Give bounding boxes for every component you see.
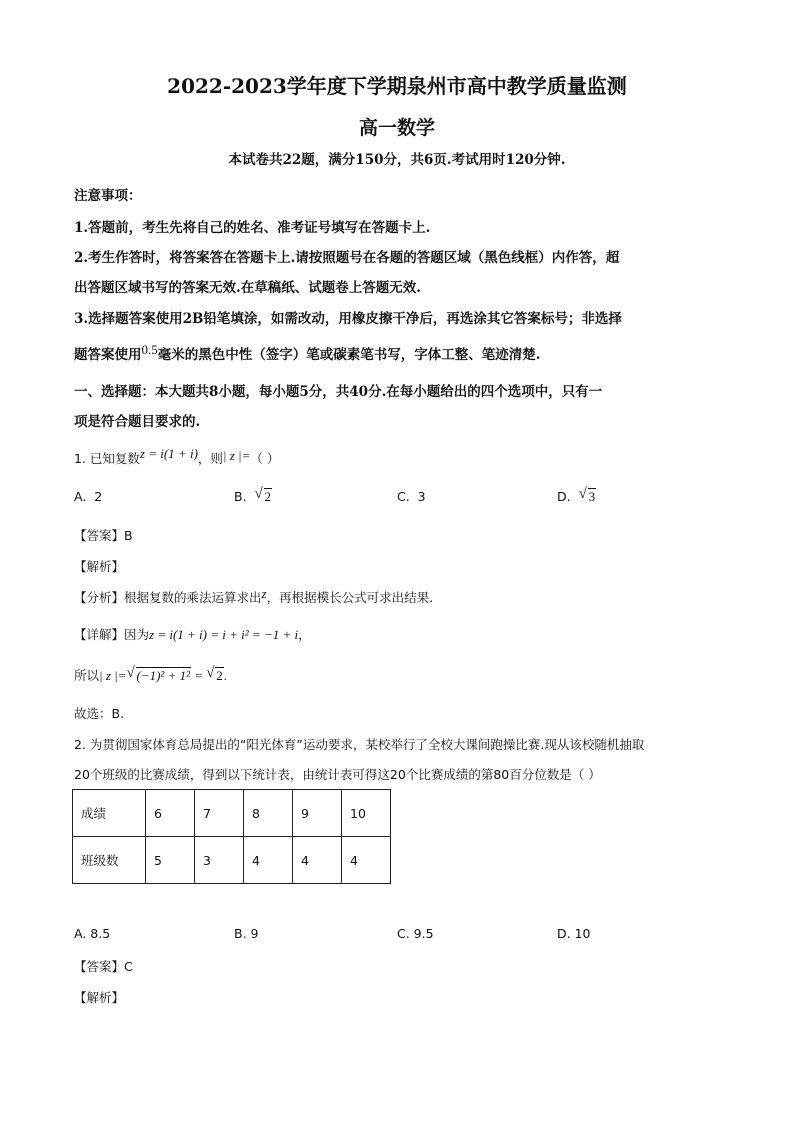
q2-analysis-label: 【解析】 [74,990,125,1005]
table-cell: 6 [146,790,195,837]
exam-title: 2022-2023学年度下学期泉州市高中教学质量监测 [167,74,627,98]
q2-option-b: B. 9 [234,926,259,941]
table-cell: 9 [293,790,342,837]
table-row [73,790,391,837]
section-1-line-1: 一、选择题：本大题共8小题，每小题5分，共40分.在每小题给出的四个选项中，只有一 [74,384,603,400]
section-1-line-2: 项是符合题目要求的. [74,414,201,430]
table-cell: 4 [342,837,391,884]
q1-option-d: D. √ 3 [557,489,596,505]
q1-conclusion: 所以| z |=√ (−1)² + 1² = √ 2. [74,666,227,684]
q1-option-c: C. 3 [397,489,426,504]
notice-item-2-line-2: 出答题区域书写的答案无效.在草稿纸、试题卷上答题无效. [74,280,421,296]
notice-item-2-line-1: 2.考生作答时，将答案答在答题卡上.请按照题号在各题的答题区域（黑色线框）内作答，超 [74,250,620,266]
table-row [73,837,391,884]
q1-abs: | z |= [222,448,251,463]
q2-option-d: D. 10 [557,926,591,941]
table-cell: 5 [146,837,195,884]
q1-answer: 【答案】B [74,528,133,543]
q1-choose: 故选：B. [74,706,125,721]
table-cell: 10 [342,790,391,837]
notice-item-3-text-b: 毫米的黑色中性（签字）笔或碳素笔书写，字体工整、笔迹清楚. [157,347,541,363]
q1-analysis-label: 【解析】 [74,559,125,574]
notice-item-3-line-2 [74,343,540,363]
q1-expression: z = i(1 + i) [139,446,198,461]
q2-line-2: 20个班级的比赛成绩，得到以下统计表，由统计表可得这20个比赛成绩的第80百分位数是（ ） [74,767,601,782]
notice-heading: 注意事项： [74,188,142,204]
q2-answer: 【答案】C [74,959,133,974]
q2-line-1: 2. 为贯彻国家体育总局提出的“阳光体育”运动要求，某校举行了全校大课间跑操比赛.现从该校随机抽取 [74,737,645,752]
q2-option-a: A. 8.5 [74,926,111,941]
q1-suffix: （ ） [250,451,280,466]
notice-item-3-text-a: 题答案使用 [74,347,142,363]
table-cell: 3 [195,837,244,884]
q1-option-a: A. 2 [74,489,103,504]
question-1 [74,446,280,467]
table-cell: 8 [244,790,293,837]
notice-item-1: 1.答题前，考生先将自己的姓名、准考证号填写在答题卡上. [74,220,431,236]
q1-fenxi: 【分析】根据复数的乘法运算求出z，再根据模长公式可求出结果. [74,586,434,605]
exam-info: 本试卷共22题，满分150分，共6页.考试用时120分钟. [228,152,566,168]
table-cell: 7 [195,790,244,837]
pen-width-value: 0.5 [141,342,158,357]
table-cell: 4 [293,837,342,884]
table-cell: 成绩 [73,790,146,837]
q2-option-c: C. 9.5 [397,926,434,941]
table-cell: 班级数 [73,837,146,884]
table-cell: 4 [244,837,293,884]
q1-mid: ，则 [197,451,223,466]
q1-detail: 【详解】因为z = i(1 + i) = i + i² = −1 + i， [74,627,311,642]
q1-prefix: 1. 已知复数 [74,451,140,466]
subject-title: 高一数学 [358,117,435,139]
score-table [72,789,391,884]
notice-item-3-line-1: 3.选择题答案使用2B铅笔填涂，如需改动，用橡皮擦干净后，再选涂其它答案标号；非选择 [74,311,622,327]
q1-option-b: B. √ 2 [234,489,272,505]
